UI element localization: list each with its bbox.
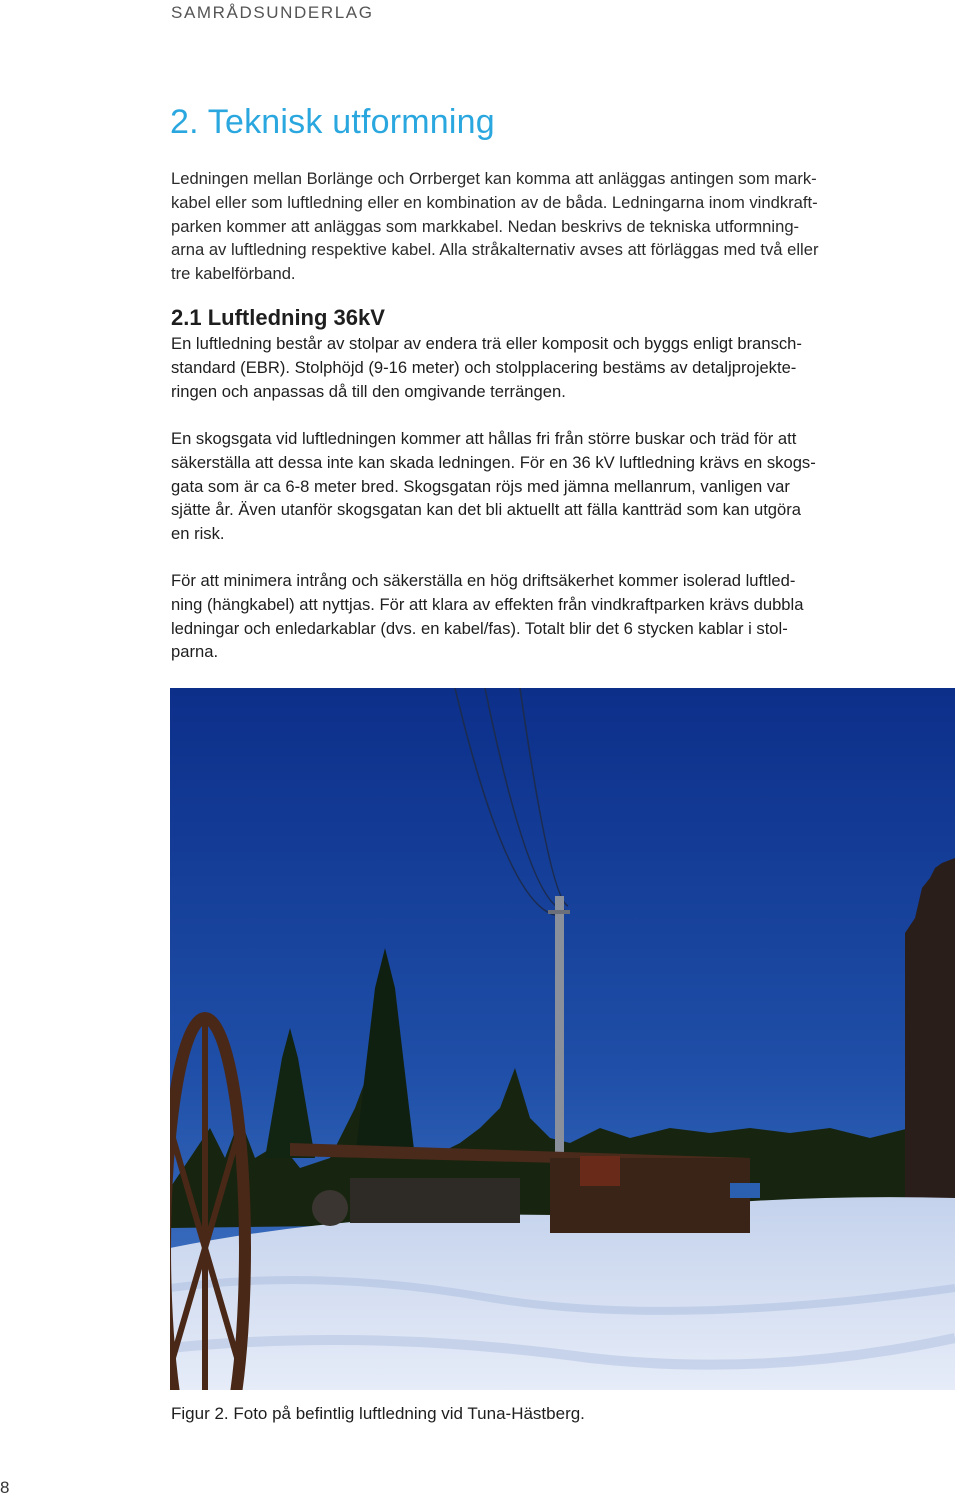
text-line: ledningar och enledarkablar (dvs. en kabel/fas). Totalt blir det 6 stycken kablar i stol- — [171, 618, 788, 638]
intro-paragraph — [171, 167, 956, 286]
text-line: parken kommer att anläggas som markkabel. Nedan beskrivs de tekniska utformning- — [171, 216, 800, 236]
text-line: En skogsgata vid luftledningen kommer att hållas fri från större buskar och träd för att — [171, 429, 797, 448]
figure-caption: Figur 2. Foto på befintlig luftledning vid Tuna-Hästberg. — [171, 1404, 585, 1423]
paragraph-construction — [171, 332, 956, 403]
text-line: standard (EBR). Stolphöjd (9-16 meter) och stolpplacering bestäms av detaljprojekte- — [171, 357, 797, 377]
paragraph-insulated-cable — [171, 569, 956, 664]
document-header: SAMRÅDSUNDERLAG — [171, 3, 374, 22]
text-line: ning (hängkabel) att nyttjas. För att klara av effekten från vindkraftparken krävs dubbla — [171, 594, 804, 614]
power-line-photo — [170, 688, 955, 1390]
text-line: parna. — [171, 642, 219, 662]
page-number: 8 — [0, 1478, 10, 1497]
section-title: 2. Teknisk utformning — [170, 103, 495, 141]
subsection-title: 2.1 Luftledning 36kV — [171, 305, 385, 330]
text-line: en risk. — [171, 524, 225, 544]
paragraph-forest-corridor — [171, 427, 956, 546]
text-line: ringen och anpassas då till den omgivande terrängen. — [171, 381, 566, 401]
text-line: gata som är ca 6-8 meter bred. Skogsgatan röjs med jämna mellanrum, vanligen var — [171, 476, 790, 496]
pole-crossarm — [548, 910, 570, 914]
text-line: För att minimera intrång och säkerställa en hög driftsäkerhet kommer isolerad luftled- — [171, 571, 796, 590]
text-line: arna av luftledning respektive kabel. Alla stråkalternativ avses att förläggas med två eller — [171, 240, 819, 260]
text-line: tre kabelförband. — [171, 264, 296, 284]
text-line: sjätte år. Även utanför skogsgatan kan det bli aktuellt att fälla kantträd som kan utgöra — [171, 500, 802, 520]
text-line: säkerställa att dessa inte kan skada ledningen. För en 36 kV luftledning krävs en skogs- — [171, 452, 816, 472]
text-line: Ledningen mellan Borlänge och Orrberget kan komma att anläggas antingen som mark- — [171, 169, 817, 188]
text-line: En luftledning består av stolpar av endera trä eller komposit och byggs enligt bransch- — [171, 334, 802, 353]
text-line: kabel eller som luftledning eller en kombination av de båda. Ledningarna inom vindkraft- — [171, 192, 818, 212]
